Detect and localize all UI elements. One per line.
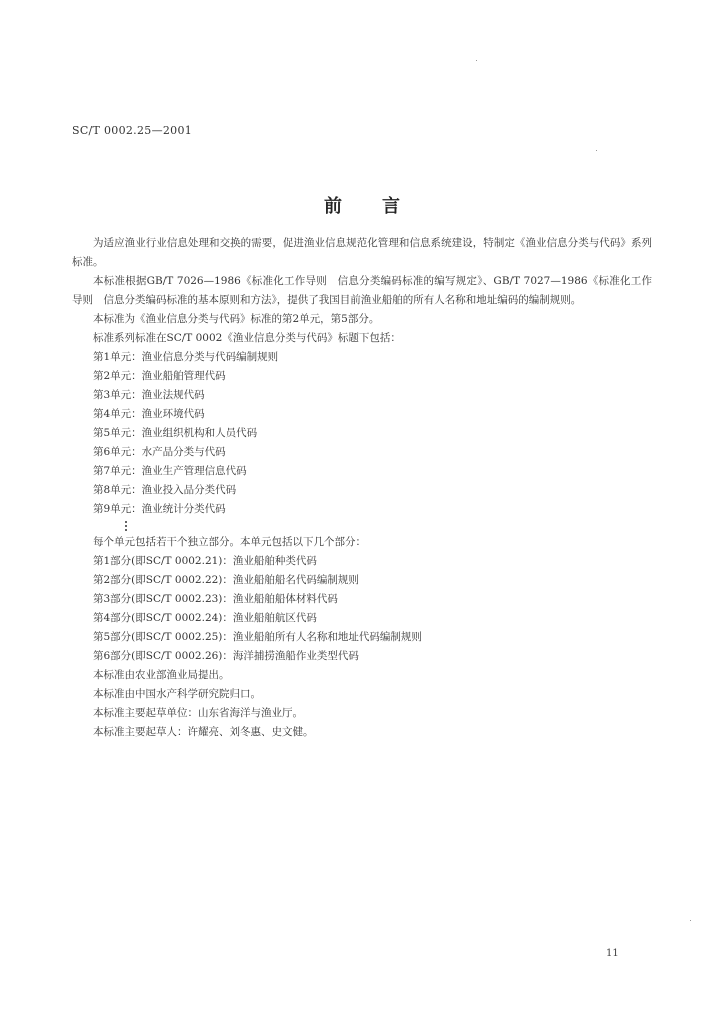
part-item: 第5部分(即SC/T 0002.25)：渔业船舶所有人名称和地址代码编制规则 [93, 631, 422, 643]
closing-line: 本标准由中国水产科学研究院归口。 [93, 688, 261, 700]
part-item: 第3部分(即SC/T 0002.23)：渔业船舶船体材料代码 [93, 593, 338, 605]
parts-list [72, 552, 652, 666]
scan-speck [476, 60, 477, 61]
unit-list [72, 348, 652, 531]
part-item: 第1部分(即SC/T 0002.21)：渔业船舶种类代码 [93, 555, 317, 567]
closing-line: 本标准主要起草人：许耀亮、刘冬惠、史文健。 [93, 726, 314, 738]
page-title: 前言 [324, 196, 440, 217]
part-item: 第4部分(即SC/T 0002.24)：渔业船舶航区代码 [93, 612, 317, 624]
unit-item: 第6单元：水产品分类与代码 [93, 446, 226, 458]
paragraph-purpose: 为适应渔业行业信息处理和交换的需要，促进渔业信息规范化管理和信息系统建设，特制定《渔业信息分类与代码》系列标准。 [72, 237, 652, 268]
unit-item: 第4单元：渔业环境代码 [93, 408, 205, 420]
unit-item: 第8单元：渔业投入品分类代码 [93, 484, 237, 496]
series-intro-line: 标准系列标准在SC/T 0002《渔业信息分类与代码》标题下包括： [93, 332, 401, 344]
unit-item: 第3单元：渔业法规代码 [93, 389, 205, 401]
unit-item: 第5单元：渔业组织机构和人员代码 [93, 427, 258, 439]
closing-line: 本标准由农业部渔业局提出。 [93, 669, 230, 681]
unit-parts-intro: 每个单元包括若干个独立部分。本单元包括以下几个部分： [93, 536, 366, 548]
scan-speck [690, 920, 691, 921]
standard-code-header: SC/T 0002.25—2001 [72, 124, 193, 137]
vertical-ellipsis-icon [93, 521, 652, 531]
closing-line: 本标准主要起草单位：山东省海洋与渔业厅。 [93, 707, 303, 719]
closing-list [72, 666, 652, 742]
part-item: 第2部分(即SC/T 0002.22)：渔业船舶船名代码编制规则 [93, 574, 359, 586]
page-number: 11 [606, 948, 619, 959]
unit-item: 第9单元：渔业统计分类代码 [93, 503, 226, 515]
unit-item: 第7单元：渔业生产管理信息代码 [93, 465, 247, 477]
part-item: 第6部分(即SC/T 0002.26)：海洋捕捞渔船作业类型代码 [93, 650, 359, 662]
body-text [72, 234, 652, 742]
paragraph-basis: 本标准根据GB/T 7026—1986《标准化工作导则 信息分类编码标准的编写规定》、GB/T 7027—1986《标准化工作导则 信息分类编码标准的基本原则和方法》，提供了我国目前渔业船舶的所有人名称和地址编码的编制规则。 [72, 275, 652, 306]
series-intro-line: 本标准为《渔业信息分类与代码》标准的第2单元，第5部分。 [93, 313, 380, 325]
unit-item: 第2单元：渔业船舶管理代码 [93, 370, 226, 382]
scan-speck [596, 150, 597, 151]
unit-item: 第1单元：渔业信息分类与代码编制规则 [93, 351, 279, 363]
